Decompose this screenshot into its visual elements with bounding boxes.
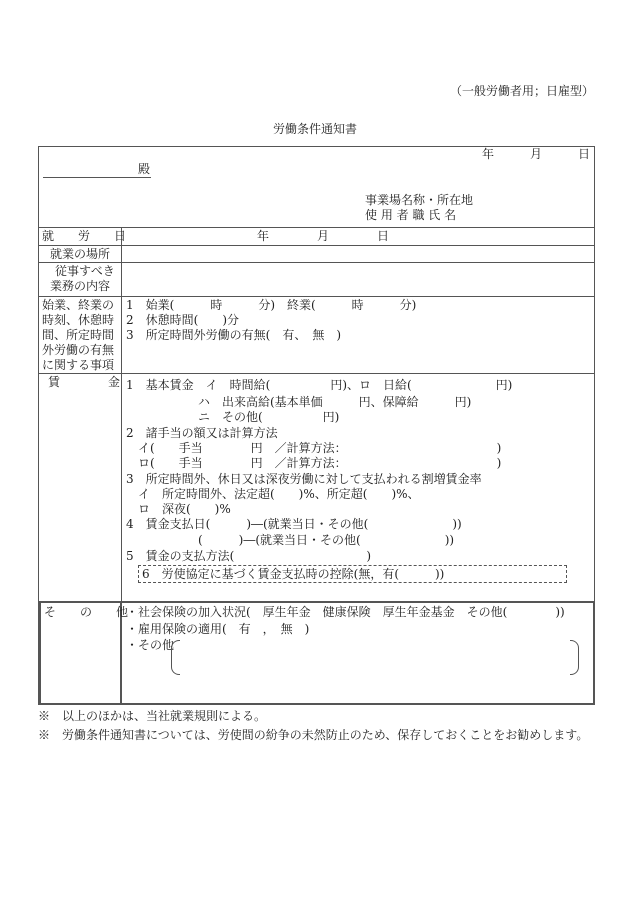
wages-line[interactable]: ロ 深夜( )% [126, 502, 231, 516]
duties-label-2: 業務の内容 [50, 279, 111, 293]
issue-date: 年 月 日 [482, 147, 591, 161]
hours-label: 始業、終業の [42, 298, 115, 312]
wages-line[interactable]: イ( 手当 円 ／計算方法： ) [126, 441, 502, 455]
wages-line[interactable]: ハ 出来高給(基本単価 円、保障給 円) [126, 395, 472, 409]
hours-line[interactable]: 3 所定時間外労働の有無( 有、 無 ) [126, 328, 341, 342]
duties-label-1: 従事すべき [55, 264, 115, 278]
wages-line[interactable]: 5 賃金の支払方法( ) [126, 549, 371, 563]
wages-line[interactable]: ロ( 手当 円 ／計算方法： ) [126, 456, 502, 470]
wages-line[interactable]: 4 賃金支払日( )―(就業当日・その他( )) [126, 517, 462, 531]
form-type: （一般労働者用；日雇型） [449, 84, 594, 98]
note: ※ 労働条件通知書については、労使間の紛争の未然防止のため、保存しておくことをお勧めします。 [38, 728, 589, 742]
hours-label: 間、所定時間 [42, 328, 115, 342]
wages-line[interactable]: 1 基本賃金 イ 時間給( 円)、ロ 日給( 円) [126, 378, 513, 392]
workplace-label: 就業の場所 [50, 247, 111, 261]
other-line[interactable]: ・社会保険の加入状況( 厚生年金 健康保険 厚生年金基金 その他( )) [126, 605, 565, 619]
other-line: ・その他 [126, 638, 175, 652]
other-line[interactable]: ・雇用保険の適用( 有 ， 無 ) [126, 622, 310, 636]
wages-line: 3 所定時間外、休日又は深夜労働に対して支払われる割増賃金率 [126, 472, 482, 486]
page-title: 労働条件通知書 [272, 122, 357, 136]
other-bracket-left [171, 640, 180, 675]
hours-label: に関する事項 [42, 358, 115, 372]
hours-line[interactable]: 1 始業( 時 分) 終業( 時 分) [126, 298, 417, 312]
wages-line[interactable]: イ 所定時間外、法定超( )%、所定超( )%、 [126, 487, 420, 501]
other-bracket-right [570, 640, 579, 675]
addressee-line[interactable] [43, 177, 151, 178]
wages-line[interactable]: ( )―(就業当日・その他( )) [126, 533, 455, 547]
hours-line[interactable]: 2 休憩時間( )分 [126, 313, 239, 327]
other-label: そ の 他 [44, 605, 129, 619]
employer-place-label: 事業場名称・所在地 [365, 193, 474, 207]
employer-name-label: 使 用 者 職 氏 名 [365, 208, 457, 222]
hours-label: 外労働の有無 [42, 343, 115, 357]
wages-line: 2 諸手当の額又は計算方法 [126, 426, 278, 440]
hours-label: 時刻、休憩時 [42, 313, 115, 327]
work-day-label: 就 労 日 [42, 229, 127, 243]
addressee-suffix: 殿 [138, 162, 151, 176]
wages-label: 賃 金 [48, 375, 121, 389]
work-day-value[interactable]: 年 月 日 [257, 229, 390, 243]
other-freeform-field[interactable] [180, 640, 569, 674]
note: ※ 以上のほかは、当社就業規則による。 [38, 709, 267, 723]
wages-deduction[interactable]: 6 労使協定に基づく賃金支払時の控除(無，有( )) [142, 567, 445, 581]
wages-line[interactable]: ニ その他( 円) [126, 410, 340, 424]
